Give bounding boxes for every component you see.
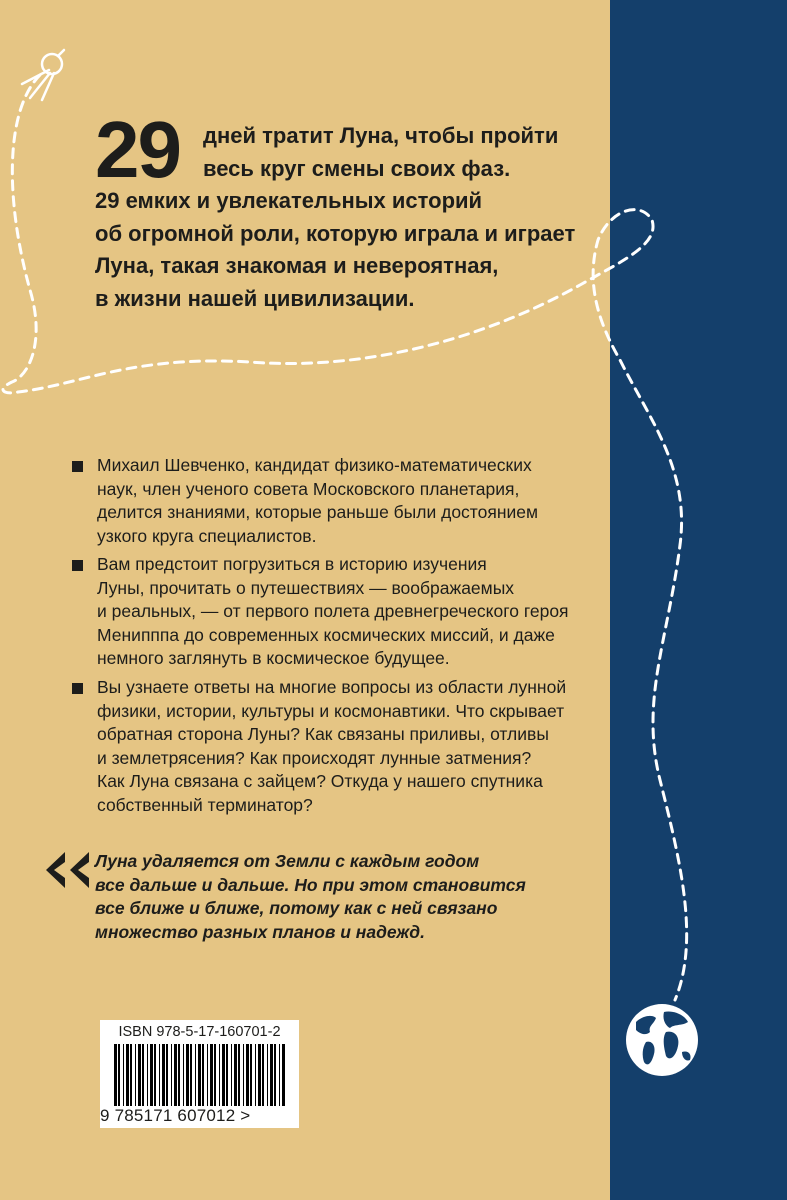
barcode-bar — [114, 1044, 117, 1106]
barcode-bar — [274, 1044, 276, 1106]
bullet-line: Луны, прочитать о путешествиях — воображаемых — [97, 577, 515, 598]
globe-icon — [622, 1000, 702, 1080]
quote-mark-icon — [45, 850, 91, 890]
barcode-bar — [195, 1044, 196, 1106]
barcode-bar — [222, 1044, 225, 1106]
barcode-digits: 9 785171 607012 > — [100, 1106, 251, 1125]
bullet-line: наук, член ученого совета Московского планетария, — [97, 478, 520, 499]
bullet-square — [72, 461, 83, 472]
barcode-bar — [226, 1044, 228, 1106]
barcode-bar — [219, 1044, 220, 1106]
barcode-bars — [114, 1044, 286, 1106]
barcode-bar — [246, 1044, 249, 1106]
barcode-bar — [243, 1044, 244, 1106]
barcode-bar — [154, 1044, 156, 1106]
barcode-bar — [118, 1044, 120, 1106]
bullet-line: физики, истории, культуры и космонавтики. Что скрывает — [97, 700, 565, 721]
barcode-bar — [126, 1044, 129, 1106]
barcode-bar — [262, 1044, 264, 1106]
bullet-line: и реальных, — от первого полета древнегреческого героя — [97, 601, 569, 621]
bullet-line: обратная сторона Луны? Как связаны приливы, отливы — [97, 724, 549, 744]
quote-line: множество разных планов и надежд. — [95, 921, 425, 942]
barcode-bar — [130, 1044, 132, 1106]
barcode-bar — [267, 1044, 268, 1106]
barcode — [100, 1020, 299, 1128]
barcode-bar — [166, 1044, 168, 1106]
barcode-bar — [138, 1044, 141, 1106]
barcode-bar — [123, 1044, 124, 1106]
bullet-line: собственный терминатор? — [97, 794, 313, 815]
bullet-line: делится знаниями, которые раньше были достоянием — [97, 502, 539, 522]
barcode-bar — [202, 1044, 204, 1106]
headline-line: в жизни нашей цивилизации. — [95, 286, 415, 311]
bullet-line: Вам предстоит погрузиться в историю изучения — [97, 554, 487, 574]
barcode-bar — [234, 1044, 237, 1106]
quote-line: все ближе и ближе, потому как с ней связано — [95, 898, 498, 918]
bullet-line: и землетрясения? Как происходят лунные затмения? — [97, 747, 532, 768]
bullet-square — [72, 560, 83, 571]
barcode-bar — [238, 1044, 240, 1106]
barcode-bar — [178, 1044, 180, 1106]
barcode-bar — [147, 1044, 148, 1106]
barcode-bar — [159, 1044, 160, 1106]
headline-line: весь круг смены своих фаз. — [203, 156, 511, 181]
bullet-line: Михаил Шевченко, кандидат физико-математических — [97, 455, 532, 475]
barcode-bar — [210, 1044, 213, 1106]
satellite-icon — [12, 48, 72, 108]
barcode-bar — [162, 1044, 165, 1106]
quote-line: все дальше и дальше. Но при этом становится — [95, 874, 526, 895]
barcode-bar — [250, 1044, 252, 1106]
barcode-bar — [270, 1044, 273, 1106]
headline-line: дней тратит Луна, чтобы пройти — [203, 123, 559, 148]
barcode-bar — [279, 1044, 280, 1106]
barcode-bar — [174, 1044, 177, 1106]
isbn-text: ISBN 978-5-17-160701-2 — [118, 1024, 281, 1040]
barcode-bar — [231, 1044, 232, 1106]
barcode-bar — [207, 1044, 208, 1106]
bullet-line: Менипппа до современных космических миссий, и даже — [97, 624, 555, 645]
headline-line: 29 емких и увлекательных историй — [95, 188, 483, 213]
barcode-bar — [198, 1044, 201, 1106]
bullet-line: Как Луна связана с зайцем? Откуда у нашего спутника — [97, 771, 543, 791]
barcode-bar — [183, 1044, 184, 1106]
barcode-bar — [186, 1044, 189, 1106]
barcode-bar — [258, 1044, 261, 1106]
bullet-line: немного заглянуть в космическое будущее. — [97, 648, 450, 668]
barcode-bar — [150, 1044, 153, 1106]
barcode-bar — [190, 1044, 192, 1106]
quote-line: Луна удаляется от Земли с каждым годом — [95, 851, 480, 871]
barcode-bar — [214, 1044, 216, 1106]
barcode-bar — [142, 1044, 144, 1106]
barcode-bar — [135, 1044, 136, 1106]
headline-number: 29 — [95, 105, 180, 194]
bullet-line: Вы узнаете ответы на многие вопросы из области лунной — [97, 677, 567, 697]
bullet-line: узкого круга специалистов. — [97, 525, 317, 546]
barcode-bar — [282, 1044, 285, 1106]
barcode-bar — [255, 1044, 256, 1106]
headline-line: Луна, такая знакомая и невероятная, — [95, 253, 499, 278]
barcode-bar — [171, 1044, 172, 1106]
bullet-square — [72, 683, 83, 694]
headline-line: об огромной роли, которую играла и играет — [95, 221, 576, 246]
